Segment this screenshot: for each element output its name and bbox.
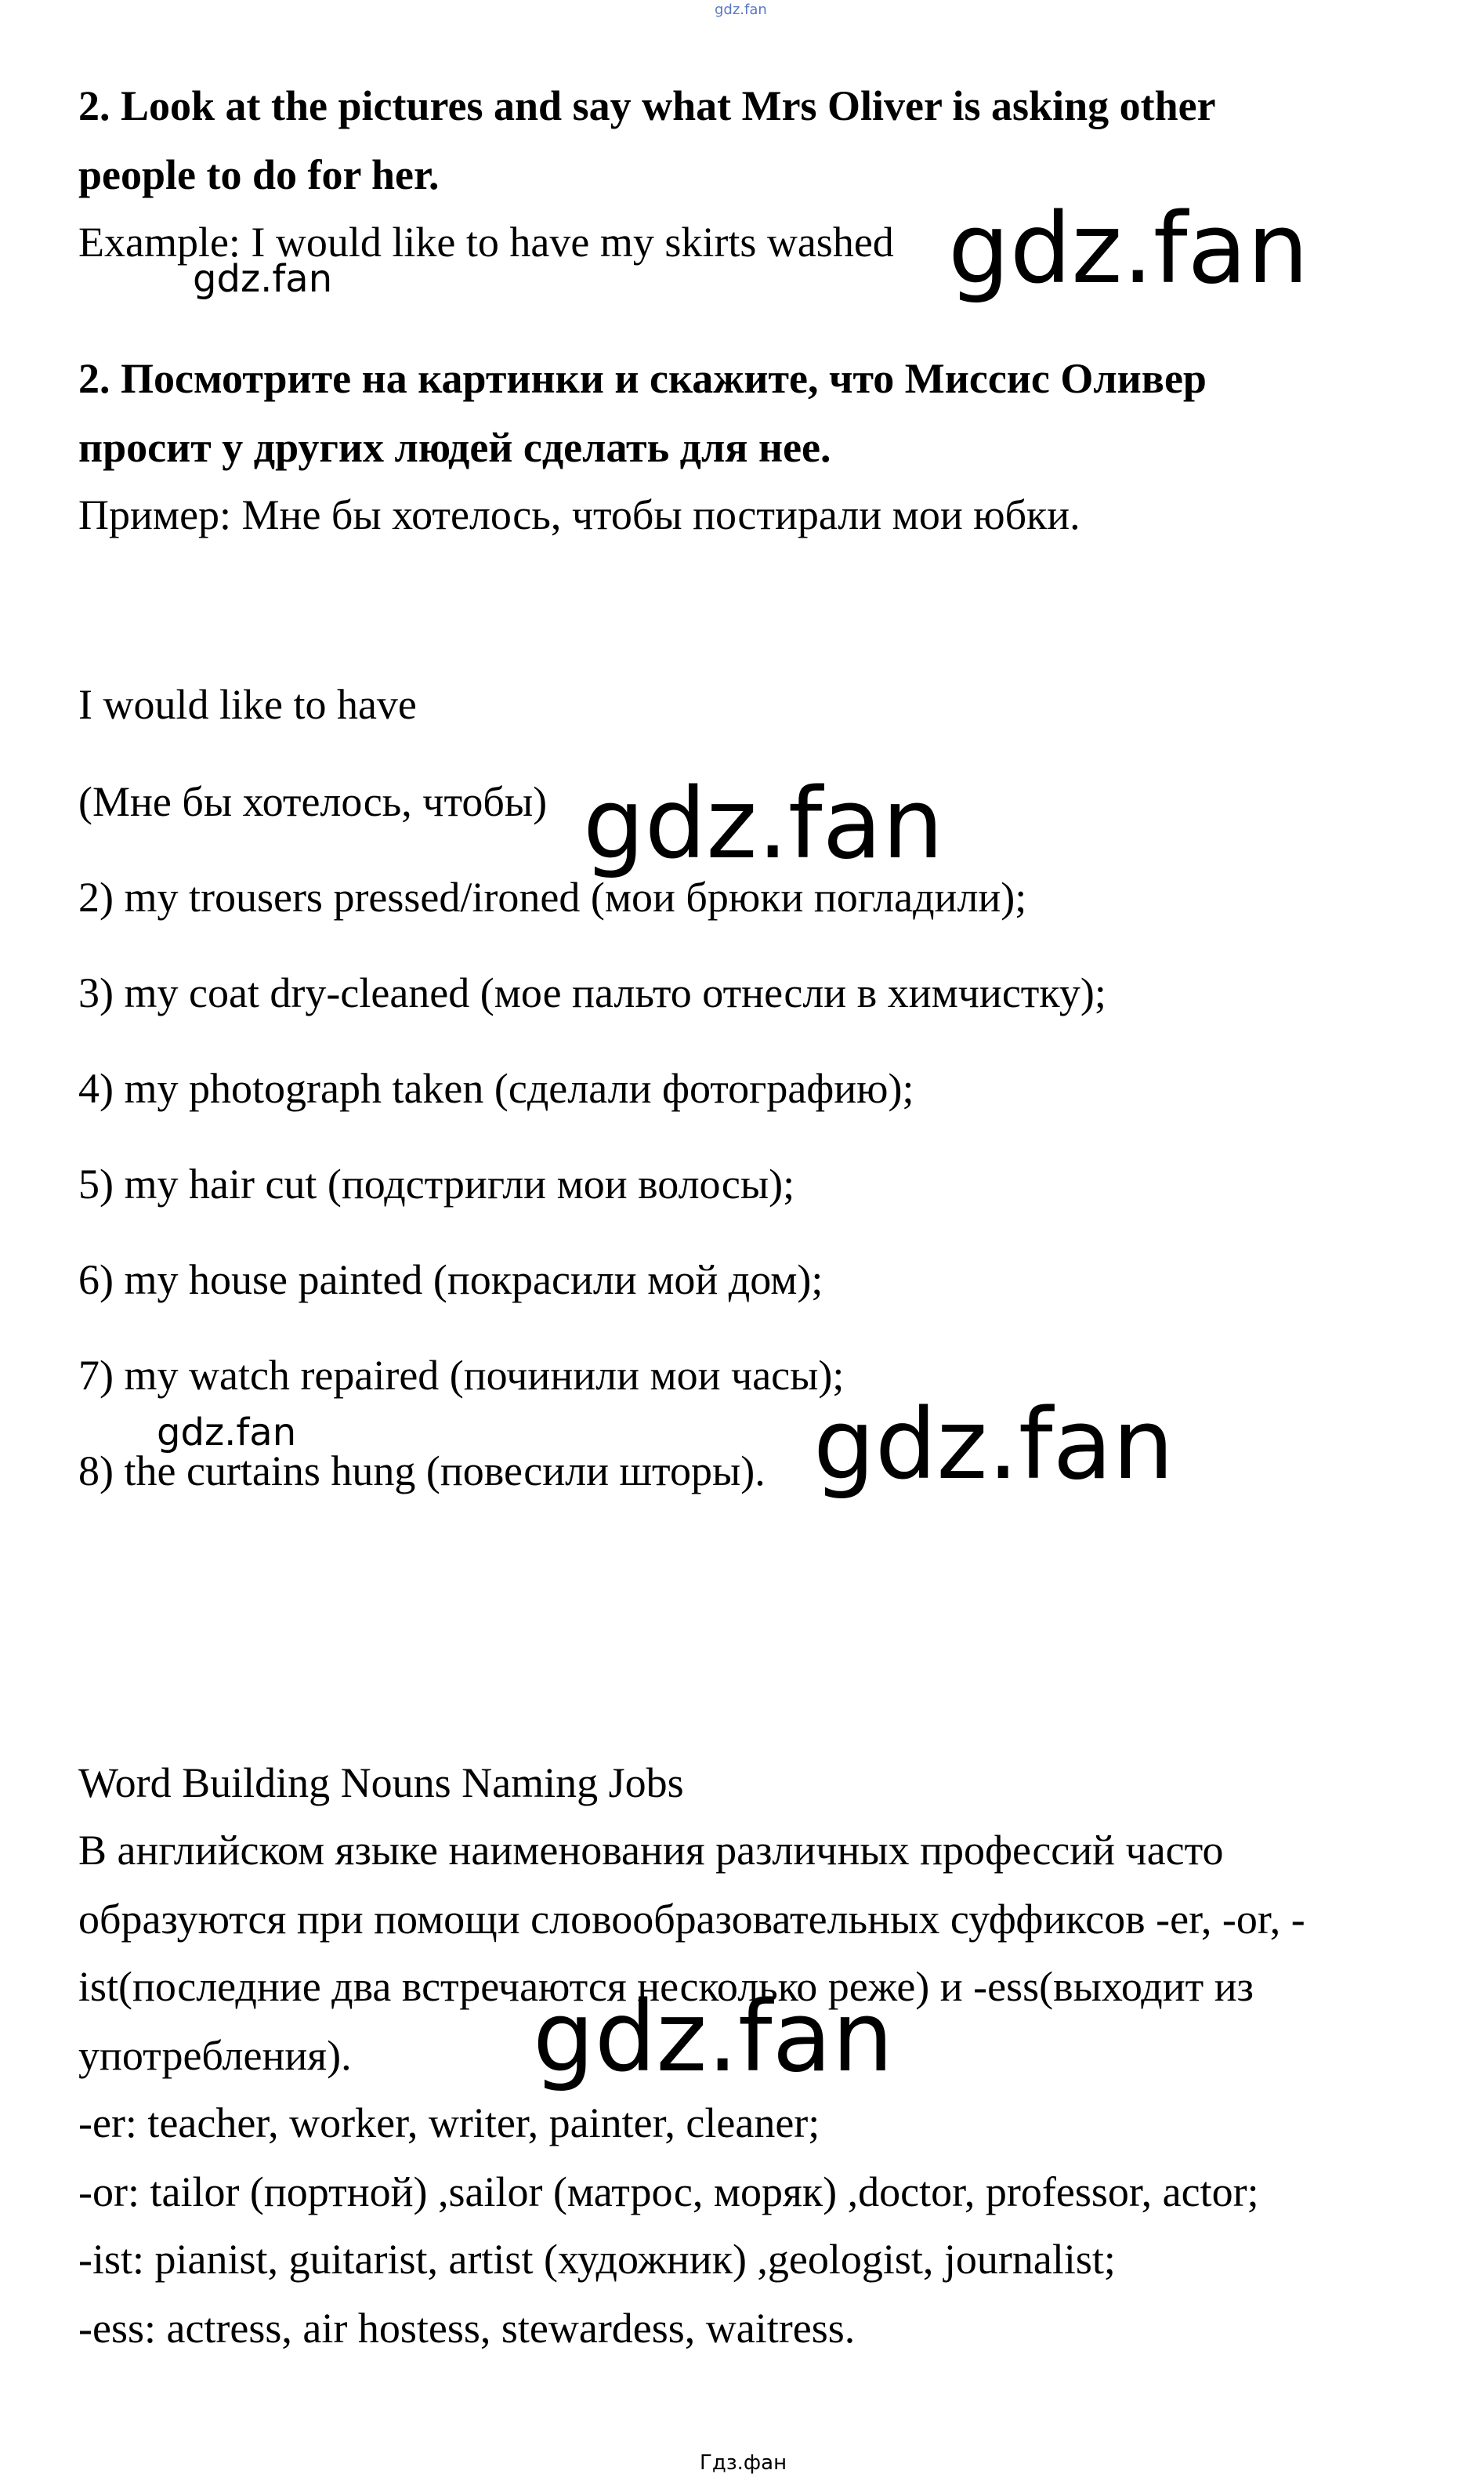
task-ru-title-line2: просит у других людей сделать для нее. — [78, 424, 831, 471]
answer-item: 4) my photograph taken (сделали фотографию); — [78, 1065, 914, 1112]
suffix-line: -or: tailor (портной) ,sailor (матрос, моряк) ,doctor, professor, actor; — [78, 2168, 1259, 2215]
answer-item: 8) the curtains hung (повесили шторы). — [78, 1447, 766, 1494]
word-building-para-line: образуются при помощи словообразовательных суффиксов -er, -or, - — [78, 1896, 1305, 1943]
word-building-title: Word Building Nouns Naming Jobs — [78, 1759, 684, 1806]
watermark: gdz.fan — [157, 1411, 297, 1454]
suffix-line: -er: teacher, worker, writer, painter, cleaner; — [78, 2099, 820, 2146]
header-watermark: gdz.fan — [715, 2, 767, 18]
footer-text: Гдз.фан — [700, 2451, 787, 2475]
task-ru-title-line1: 2. Посмотрите на картинки и скажите, что Миссис Оливер — [78, 355, 1207, 402]
task-ru-example: Пример: Мне бы хотелось, чтобы постирали мои юбки. — [78, 491, 1080, 538]
watermark: gdz.fan — [948, 193, 1309, 306]
suffix-line: -ess: actress, air hostess, stewardess, waitress. — [78, 2305, 856, 2352]
word-building-para-line: ist(последние два встречаются несколько реже) и -ess(выходит из — [78, 1963, 1254, 2010]
answer-item: 7) my watch repaired (починили мои часы); — [78, 1352, 845, 1399]
task-en-title-line2: people to do for her. — [78, 151, 440, 198]
answer-intro-en: I would like to have — [78, 681, 417, 728]
answer-intro-ru: (Мне бы хотелось, чтобы) — [78, 778, 548, 825]
suffix-line: -ist: pianist, guitarist, artist (художник) ,geologist, journalist; — [78, 2236, 1116, 2283]
answer-item: 5) my hair cut (подстригли мои волосы); — [78, 1161, 795, 1208]
answer-item: 2) my trousers pressed/ironed (мои брюки погладили); — [78, 874, 1027, 921]
task-en-example: Example: I would like to have my skirts washed — [78, 219, 894, 266]
watermark: gdz.fan — [533, 1981, 894, 2094]
watermark: gdz.fan — [193, 257, 333, 301]
word-building-para-line: В английском языке наименования различных профессий часто — [78, 1827, 1224, 1874]
watermark: gdz.fan — [583, 768, 944, 881]
word-building-para-line: употребления). — [78, 2032, 352, 2079]
answer-item: 3) my coat dry-cleaned (мое пальто отнесли в химчистку); — [78, 969, 1106, 1016]
watermark: gdz.fan — [813, 1389, 1175, 1501]
answer-item: 6) my house painted (покрасили мой дом); — [78, 1256, 823, 1303]
task-en-title-line1: 2. Look at the pictures and say what Mrs Oliver is asking other — [78, 82, 1216, 129]
